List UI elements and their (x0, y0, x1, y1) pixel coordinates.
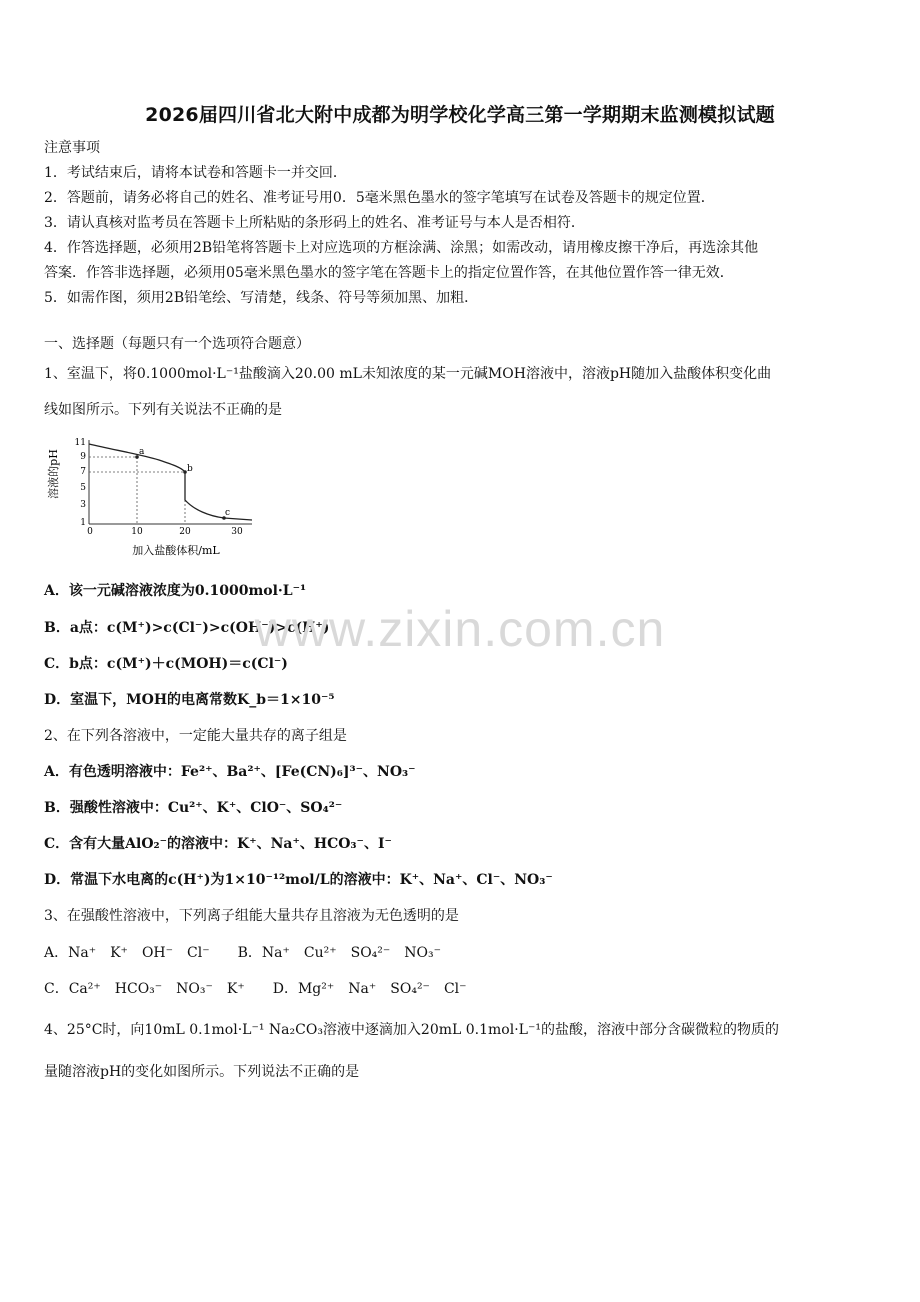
note-item: 答案．作答非选择题，必须用05毫米黑色墨水的签字笔在答题卡上的指定位置作答，在其他位置作答一律无效． (44, 265, 734, 281)
note-item: 2．答题前，请务必将自己的姓名、准考证号用0．5毫米黑色墨水的签字笔填写在试卷及答题卡的规定位置． (44, 190, 715, 206)
y-tick-label: 5 (80, 483, 86, 493)
q2-stem: 2、在下列各溶液中，一定能大量共存的离子组是 (44, 728, 347, 744)
q2-option-a: A．有色透明溶液中：Fe²⁺、Ba²⁺、[Fe(CN)₆]³⁻、NO₃⁻ (44, 764, 416, 780)
q1-option-a: A．该一元碱溶液浓度为0.1000mol·L⁻¹ (44, 583, 307, 599)
figure-xlabel: 加入盐酸体积/mL (132, 544, 220, 557)
y-tick-label: 9 (80, 452, 86, 462)
point-label: b (187, 464, 193, 474)
x-tick-label: 10 (131, 527, 143, 537)
page-title: 2026届四川省北大附中成都为明学校化学高三第一学期期末监测模拟试题 (145, 104, 775, 126)
note-item: 1．考试结束后，请将本试卷和答题卡一并交回． (44, 165, 347, 181)
section-heading: 一、选择题（每题只有一个选项符合题意） (44, 336, 310, 352)
note-item: 5．如需作图，须用2B铅笔绘、写清楚，线条、符号等须加黑、加粗． (44, 290, 479, 306)
y-tick-label: 3 (80, 500, 86, 510)
x-tick-label: 20 (179, 527, 191, 537)
q1-option-d: D．室温下，MOH的电离常数K_b＝1×10⁻⁵ (44, 692, 335, 708)
q4-stem-line1: 4、25°C时，向10mL 0.1mol·L⁻¹ Na₂CO₃溶液中逐滴加入20mL 0.1mol·L⁻¹的盐酸，溶液中部分含碳微粒的物质的 (44, 1022, 779, 1038)
note-item: 3．请认真核对监考员在答题卡上所粘贴的条形码上的姓名、准考证号与本人是否相符． (44, 215, 585, 231)
q1-titration-figure (44, 432, 264, 560)
q2-option-c: C．含有大量AlO₂⁻的溶液中：K⁺、Na⁺、HCO₃⁻、I⁻ (44, 836, 392, 852)
x-tick-label: 30 (231, 527, 243, 537)
y-tick-label: 7 (80, 467, 86, 477)
notes-heading: 注意事项 (44, 140, 100, 156)
y-tick-label: 1 (80, 518, 86, 528)
watermark: www.zixin.com.cn (254, 601, 666, 657)
q3-stem: 3、在强酸性溶液中，下列离子组能大量共存且溶液为无色透明的是 (44, 908, 459, 924)
q1-option-b: B．a点：c(M⁺)>c(Cl⁻)>c(OH⁻)>c(H⁺) (44, 620, 330, 636)
q1-stem-line1: 1、室温下，将0.1000mol·L⁻¹盐酸滴入20.00 mL未知浓度的某一元碱MOH溶液中，溶液pH随加入盐酸体积变化曲 (44, 366, 772, 382)
q1-stem-line2: 线如图所示。下列有关说法不正确的是 (44, 402, 282, 418)
y-tick-label: 11 (74, 438, 86, 448)
q3-options-row2: C．Ca²⁺ HCO₃⁻ NO₃⁻ K⁺ D．Mg²⁺ Na⁺ SO₄²⁻ Cl⁻ (44, 981, 467, 997)
q3-options-row1: A．Na⁺ K⁺ OH⁻ Cl⁻ B．Na⁺ Cu²⁺ SO₄²⁻ NO₃⁻ (44, 945, 442, 961)
q2-option-d: D．常温下水电离的c(H⁺)为1×10⁻¹²mol/L的溶液中：K⁺、Na⁺、Cl⁻、NO₃⁻ (44, 872, 553, 888)
point-label: a (139, 447, 145, 457)
x-tick-label: 0 (87, 527, 93, 537)
q4-stem-line2: 量随溶液pH的变化如图所示。下列说法不正确的是 (44, 1064, 360, 1080)
note-item: 4．作答选择题，必须用2B铅笔将答题卡上对应选项的方框涂满、涂黑；如需改动，请用橡皮擦干净后，再选涂其他 (44, 240, 759, 256)
figure-ylabel: 溶液的pH (47, 449, 60, 499)
point-label: c (225, 508, 231, 518)
q1-option-c: C．b点：c(M⁺)＋c(MOH)＝c(Cl⁻) (44, 656, 288, 672)
q2-option-b: B．强酸性溶液中：Cu²⁺、K⁺、ClO⁻、SO₄²⁻ (44, 800, 343, 816)
